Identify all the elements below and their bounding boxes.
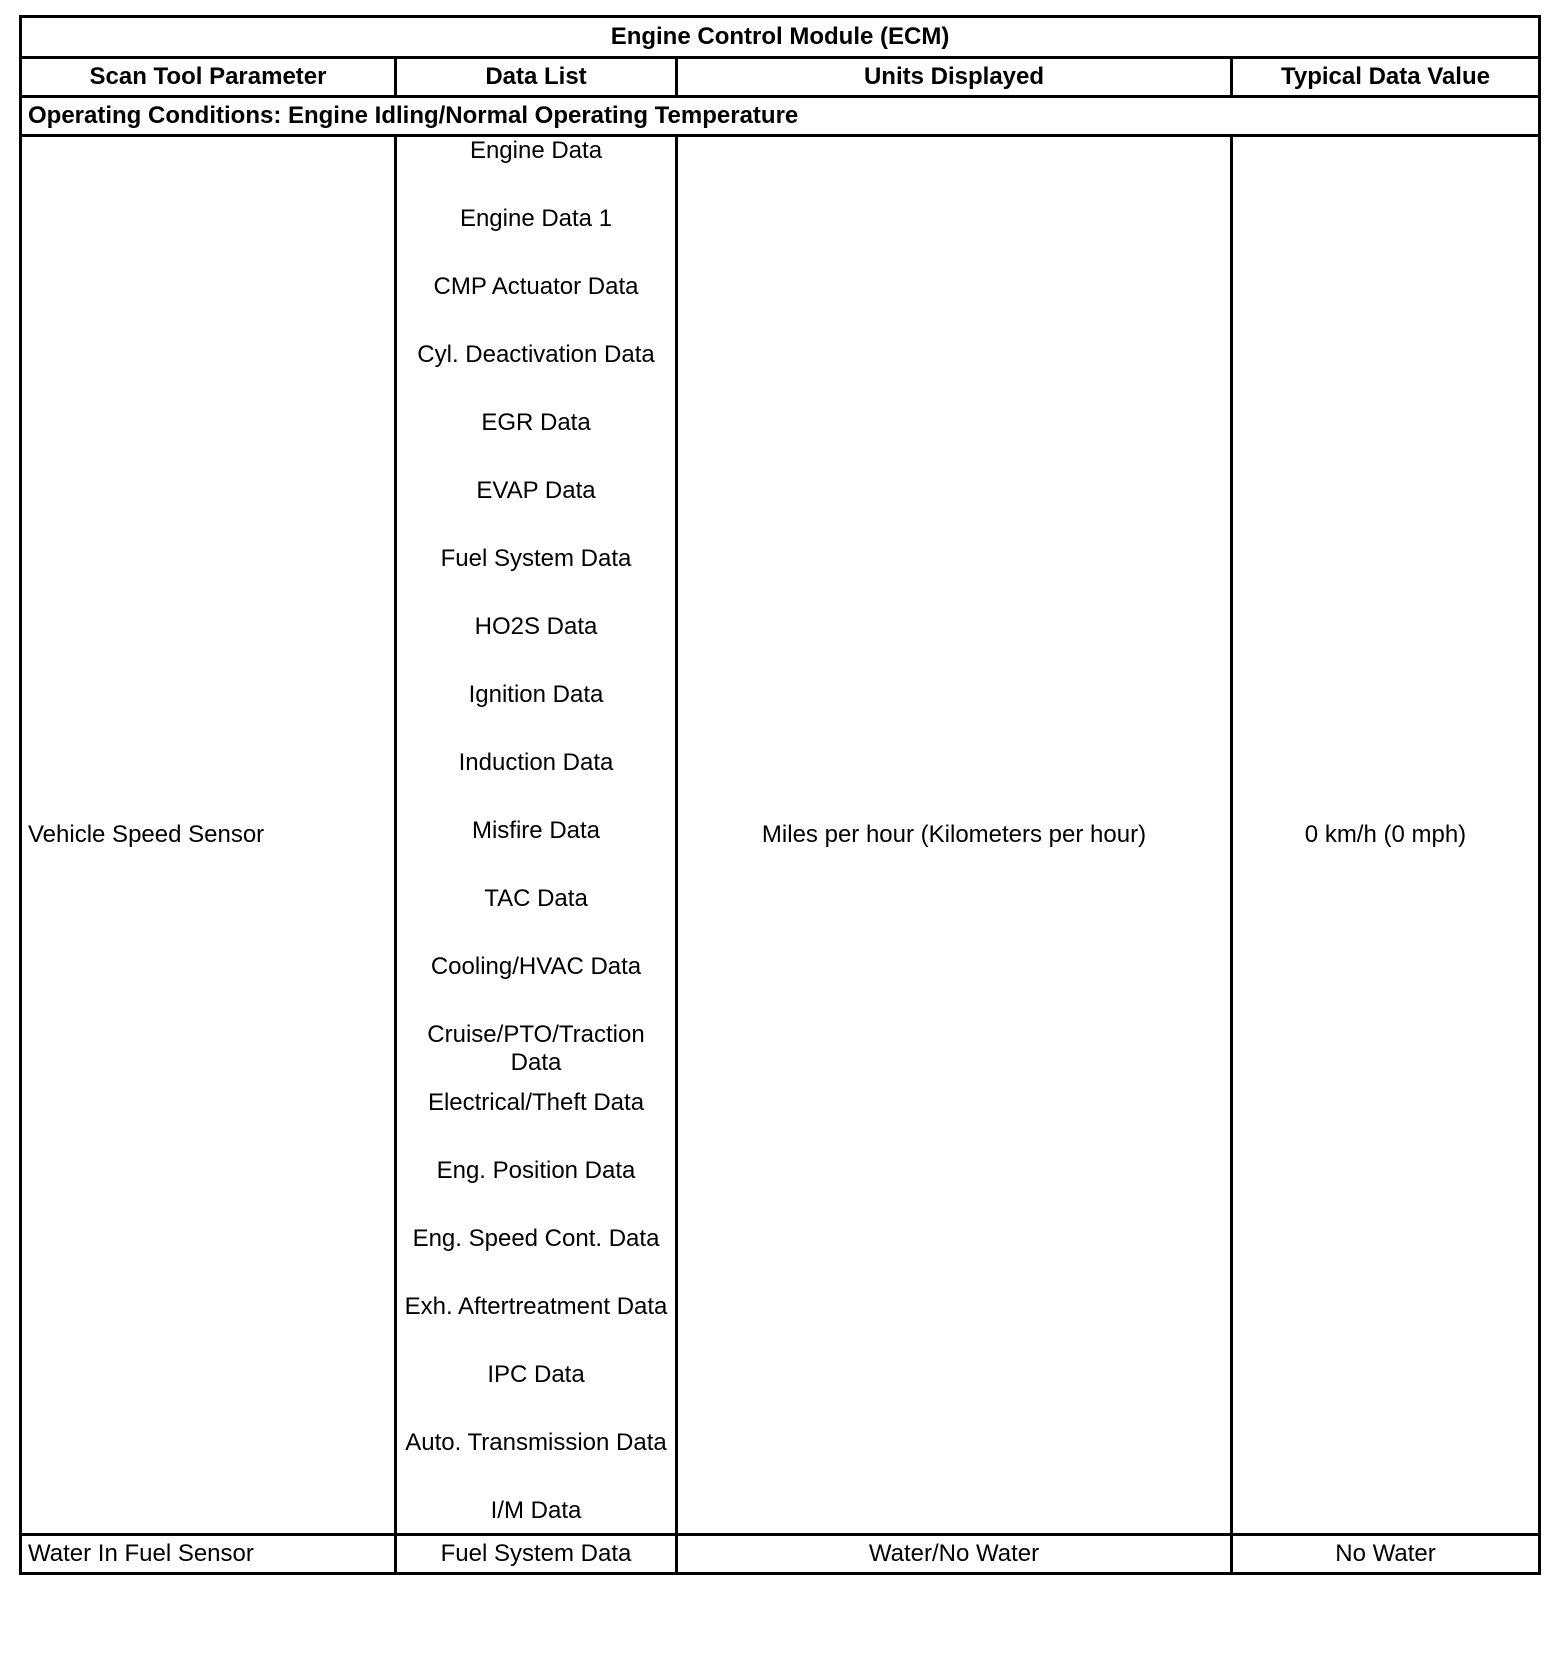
data-list-item: Misfire Data [471,817,601,844]
data-list-item: HO2S Data [474,613,598,640]
table-title-row [21,17,1540,58]
data-list-item: CMP Actuator Data [433,273,639,300]
data-list-item: TAC Data [484,885,588,912]
header-data-list: Data List [396,58,677,97]
data-list-item: Cruise/PTO/Traction Data [427,1021,645,1076]
header-scan-tool-parameter: Scan Tool Parameter [21,58,396,97]
parameter-name: Water In Fuel Sensor [21,1535,396,1574]
units-displayed: Water/No Water [677,1535,1232,1574]
header-typical-data-value: Typical Data Value [1232,58,1540,97]
data-list-item: Fuel System Data [440,545,632,572]
data-list-item: Cooling/HVAC Data [430,953,642,980]
table-title: Engine Control Module (ECM) [21,17,1540,58]
data-list-item: Eng. Position Data [436,1157,636,1184]
data-list-item: Electrical/Theft Data [427,1089,645,1116]
table-row [21,1535,1540,1574]
data-list-item: Engine Data [469,137,603,164]
data-list-item: EVAP Data [476,477,596,504]
data-list-item: Eng. Speed Cont. Data [412,1225,660,1252]
data-list-item: Fuel System Data [396,1535,677,1574]
data-list-item: I/M Data [490,1497,582,1524]
typical-data-value: 0 km/h (0 mph) [1232,136,1540,1535]
data-list-item: Exh. Aftertreatment Data [404,1293,668,1320]
data-list-item: Ignition Data [468,681,604,708]
parameter-name: Vehicle Speed Sensor [21,136,396,1535]
data-list-item: IPC Data [487,1361,585,1388]
data-list-item: Cyl. Deactivation Data [417,341,655,368]
data-list-item: Induction Data [458,749,614,776]
data-list-item: Engine Data 1 [459,205,613,232]
ecm-data-table [19,15,1541,1575]
column-header-row [21,58,1540,97]
operating-conditions-row [21,97,1540,136]
data-list-item: Auto. Transmission Data [405,1429,667,1456]
header-units-displayed: Units Displayed [677,58,1232,97]
data-list-item: EGR Data [481,409,591,436]
typical-data-value: No Water [1232,1535,1540,1574]
operating-conditions: Operating Conditions: Engine Idling/Normal Operating Temperature [21,97,1540,136]
table-row [21,136,1540,1535]
data-list-cell [396,136,677,1535]
units-displayed: Miles per hour (Kilometers per hour) [677,136,1232,1535]
